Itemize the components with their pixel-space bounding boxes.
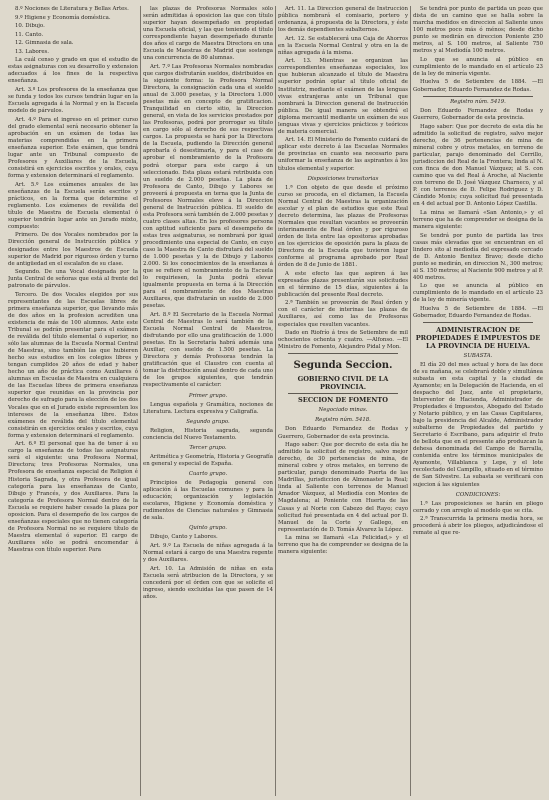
subheading: Tercer grupo. <box>189 444 227 451</box>
subheading: SUBASTA. <box>463 352 493 359</box>
subheading: Negociado minas. <box>318 407 368 414</box>
paragraph: Huelva 5 de Setiembre de 1884. —El Gobernador, Eduardo Fernandez de Rodas. <box>413 305 543 320</box>
section-title: Segunda Seccion. <box>293 359 393 371</box>
paragraph: 9.º Higiene y Economía doméstica. <box>15 14 111 21</box>
paragraph: Hago saber: Que por decreto de esta día he admitido la solicitud de registro, salvo mejor derecho, de 36 pertenencias de mina de mineral cobre y otros metales, en terreno de particular, parajo denominado del Cerrillo, jurisdiccion del Real de la Frontera; linda al N. con finca de don Manuel Vázquez; al S. con camino que va del Real á Aroche, al Naciente con terreno de D. José Vázquez Charneco, y al P. con terrenos de D. Felipe Rodriguez y D. Cándido Monis; cuya solicitud fué presentada en 4 del actual por D. Antonio López Castilla. <box>413 123 543 208</box>
paragraph: A este efecto las que aspiren á las expresadas plazas presentarán sus solicitudes en el término de 15 días, siguientes á la publicación del presente Real decreto. <box>278 270 408 298</box>
subheading: Quinto grupo. <box>188 525 228 532</box>
paragraph: Huelva 5 de Setiembre de 1884. —El Gobernador, Eduardo Fernandez de Rodas. <box>413 79 543 93</box>
paragraph: las plazas de Profesoras Normales sólo serán admitidas á oposicion las que con título superior hayan desempeñado en propiedad una Escuela oficial, y las que teniendo el título correspondiente hayan desempeñado durante dos años el cargo de Maestra Directora en una Escuela de Maestras de Madrid que sostenga una concurrencia de 80 alumnas. <box>143 6 273 62</box>
paragraph: Art. 9.º La Escuela de niñas agregada á la Normal estará á cargo de una Maestra regente y dos Auxiliares. <box>143 542 273 563</box>
column-rule <box>410 6 411 796</box>
column-rule <box>275 6 276 796</box>
paragraph: Segundo. De una Vocal designada por la Junta Central de señoras que está al frente del patronato de párvulos. <box>8 269 138 290</box>
subheading: Segundo grupo. <box>186 418 230 425</box>
paragraph: 2.ª Transcurrida la primera media hora, se procederá á abrir los pliegos, adjudicándose el remate al que re- <box>413 516 543 537</box>
paragraph: Art. 7.º Las Profesoras Normales nombradas que cargos disfrutarán sueldos, distribuidos en la siguiente forma: la Profesora Normal Directora, la consignación cada una el sueldo anual de 3.000 pesetas, y la Directora 1.000 pesetas más en concepto de gratificacion. Tranquilidad en cierto sitio, la Direccion general, en vista de los servicios prestados por las Profesoras, podrá por prorrogar su título en cargo sólo al derecho de sus respectivas cargos. La propuesta se hará por la Directora de la Escuela, pudiendo la Dirección general aprobarla ó desestimarla, y para el caso de aprobar el nombramiento de la Profesora podrá otorgar para este cargo á un seleccionado. Esta plaza estará retribuida con un sueldo de 2.000 pesetas. La plaza de Profesora de Canto, Dibujo y Labores se proveerá á propuesta en terna que la Junta de Profesores Normales eleve á la Direccion general de Instrucción pública. El sueldo de esta Profesora será también de 2.000 pesetas y cuatro clases altas. En los profesores persona con aptitud suficiente para el desempeño de estas tres asignaturas, se nombrará por igual procedimiento una especial de Canto, en cuyo caso la Maestra de Canto disfrutará del sueldo de 1.000 pesetas y la de Dibujo y Labores 2.000. Si los conocimientos de la enseñanza á que se refiere el nombramiento de la Escuela lo requiriesen, la Junta podrá elevar igualmente propuesta en terna á la Dirección para el nombramiento de dos Maestras Auxiliares, que disfrutarán un sueldo de 2.000 pesetas. <box>143 63 273 310</box>
paragraph: 13. Labores. <box>15 48 50 55</box>
column-4 <box>413 6 543 796</box>
section-divider <box>288 353 398 354</box>
paragraph: Hago saber: Que por decreto de esta día he admitido la solicitud de registro, salvo mejor derecho, de 30 pertenencias de mina, de mineral cobre y otros metales, en terreno de particular, parajo denominado Puerta de las Madrillas, jurisdiccion de Almonaster la Real; linda al Saliente con terrenos de Manuel Amador Vázquez, al Mediodía con Montes de Magdalena; al Poniente con Huerta de las Casas y al Norte con Cabezo del Rayo; cuyo solicitud fué presentada en 4 del actual por D. Manuel de la Corte y Gallego, en representación de D. Tomás Álvarez la López. <box>278 442 408 533</box>
paragraph: Art. 13. Mientras se organizan las correspondientes enseñanzas especiales, los que hubieran alcanzado el título de Maestra superior podrán optar al título oficial de Institutriz, mediante el exámen de las lenguas vivas extranjeras ante un Tribunal que nombrará la Direccion general de Instrucción pública. De igual manera se obtendrá el diploma mercantil mediante un exámen de sus lenguas vivas y ejercicios prácticos y teóricos de materia comercial. <box>278 58 408 135</box>
paragraph: Se tendrá por punto de partida las tres casas más elevadas que se encuentran en el lindero sito al mediodía del expresado cercado de D. Antonio Benitez Bravo; desde dicho punto se medirán, en direccion N., 300 metros; al S. 150 metros; al Naciente 900 metros y al P. 400 metros. <box>413 232 543 281</box>
column-2 <box>143 6 273 796</box>
section-divider <box>423 96 533 97</box>
paragraph: La cuál censo y grado en que el estudio de estas asignaturas con su desarrollo y extension adecuados á los fines de la respectiva enseñanza. <box>8 57 138 85</box>
section-divider <box>423 322 533 323</box>
paragraph: 2.ª También se proveerán de Real órden y con el carácter de interinas las plazas de Auxiliares, así como las de Profesoras especiales que resulten vacantes. <box>278 300 408 328</box>
paragraph: Dibujo, Canto y Labores. <box>150 534 218 541</box>
paragraph: 1.ª Con objeto de que desde el próximo curso se proceda, en el dictamen, la Escuela Normal Central de Maestras la organización escolar y el plan de estudios que este Real decreto determina, las plazas de Profesoras Normales que resultan vacantes se proveerán interinamente de Real órden y por riguroso órden de lista entre las opositoras aprobadas en los ejercicios de oposición para la plaza de Directora de la Escuela que tuvieron lugar conforme al programa aprobado por Real órden de 8 de Junio de 1881. <box>278 184 408 269</box>
paragraph: 12. Gimnasia de sala. <box>15 40 74 47</box>
subheading: CONDICIONES: <box>455 491 501 498</box>
paragraph: La mina se llamará «La Felicidad,» y el terreno que ha de comprender se designa de la manera siguiente: <box>278 535 408 556</box>
paragraph: Art. 8.º El Secretario de la Escuela Normal Central de Maestras lo será también de la Escuela Normal Central de Maestros, disfrutando por ello una gratificación de 1.000 pesetas. En la Secretaría habrá además una Auxiliar, con sueldo de 1.500 pesetas. La Directora y demás Profesoras tendrán la gratificación que el Claustro con cuenta al tomar la distribución anual dentro de cada uno de los grupos siguientes, que tendrán respectivamente el carácter: <box>143 312 273 389</box>
paragraph: Principios de Pedagogía general con aplicación á las Escuelas comunes y para la educación; organización y legislación escolares, Higiene y Economía doméstica y rudimentos de Ciencias naturales y Gimnasia de sala. <box>143 480 273 522</box>
subheading: Registro núm. 5419. <box>450 99 506 106</box>
paragraph: Se tendrá por punto de partida un pozo que dista de un camino que se halla sobre la marcha medidos en direccion al Saliente unos 100 metros poco más ó ménos; desde dicho punto se medirán en direccion Poniente 250 metros, al S. 100 metros, al Saliente 750 metros y al Mediodía 100 metros. <box>413 6 543 55</box>
paragraph: Aritmética y Geometría, Historia y Geografía en general y especial de España. <box>143 453 273 467</box>
subheading: Registro núm. 5418. <box>315 417 371 424</box>
paragraph: Art. 6.º El personal que ha de tener á su cargo la enseñanza de todas las asignaturas será el siguiente: una Profesora Normal, Directora; tres Profesoras Normales, una Profesora de enseñanza especial de Religion é Historia Sagrada, y otra Profesora de igual categoría para las enseñanzas de Canto, Dibujo y Francés, y dos Auxiliares. Para la categoría de Profesora Normal dentro de la Escuela se requiere haber cesado la plaza por oposicion. Para el desempeño de los cargos de enseñanzas especiales que no tienen categoría de Profesora Normal no se requiere título de Maestra elemental ó superior. El cargo de Auxiliares sólo se podrá encomendar á Maestras con título superior. Para <box>8 441 138 553</box>
paragraph: Art. 11. La Direccion general de Instrucción pública nombrará el comisario, portero y ordenanza, á propuesta de la Directora, y éste los demás dependientes subalternos. <box>278 6 408 34</box>
paragraph: Art. 12. Se establecerá una Caja de Ahorros en la Escuela Normal Central y otra en la de niñas agregada á la misma. <box>278 35 408 56</box>
paragraph: Art. 14. El Ministerio de Fomento cuidará de aplicar este decreto á las Escuelas Normales de provincias en cuanto sea necesario para uniformar la enseñanza de las aspirantes á los títulos elemental y superior. <box>278 137 408 172</box>
column-3 <box>278 6 408 796</box>
paragraph: Art. 10. La Admisión de niñas en esta Escuela será atribucion de la Directora, y se concederá por el órden con que se solicite el ingreso, siendo excluidas las que pasen de 14 años. <box>143 565 273 600</box>
subheading: Disposiciones transitorias <box>307 175 379 182</box>
paragraph: El día 20 del mes actual y hora de las doce de su mañana, se celebrará doble y simultánea subasta en esta capital y la ciudad de Ayamonte; en la Delegación de Hacienda, en el despacho del Juez, ante el propietario, Interventor de Hacienda, Administrador de Propiedades é Impuestos, Abogado del Estado y Notario público, y en las Casas Capitulares, bajo la presidencia del Alcalde, Administrador subalterno de Propiedades del partido y Secretario é Escribano, para adquirir el fruto de bellota que en el presente año produzcan la dehesa denominada del Campo de Barralla, contenida entre los términos municipales de Ayamonte, Villablanca y Lepe, y el lote recolectado del Campillo, situado en el término de San Silvestre. La subasta se verificará con sujecion á las siguientes <box>413 361 543 488</box>
paragraph: 11. Canto. <box>15 31 44 38</box>
subheading: Primer grupo. <box>188 392 228 399</box>
paragraph: Tercero. De dos Vocales elegidos por sus representantes de las Escuelas libres de primera enseñanza superior, que llevando más de dos años en la profesion acrediten una existencia de más de 100 alumnos. Ante este Tribunal se podrán presentar para el exámen de reválida del título elemental ó superior, no sólo las alumnas de la Escuela Normal Central de Maestras, sino también las que hubieren hecho sus estudios en los colegios libres y tengan cumplidos 20 años de edad y haber hecho un año de práctica como Auxiliares ó alumnas en Escuelas de Maestra en cualquiera de las Escuelas libres de primera enseñanza superior que reunidas en la provincia por derecho de sufragio para la elección de los dos Vocales que en el Jurado existe representen los intereses de la enseñanza libre. Estos exámenes de reválida del título elemental consistirán en ejercicios orales y escritos, cuya forma y extension determinará el reglamento. <box>8 291 138 439</box>
column-1 <box>8 6 138 796</box>
paragraph: Lengua española y Gramática, nociones de Literatura. Lectura expresiva y Caligrafía. <box>143 401 273 415</box>
section-heading: GOBIERNO CIVIL DE LA PROVINCIA. <box>297 374 389 391</box>
paragraph: Lo que se anuncia al público en cumplimiento de lo mandado en el artículo 23 de la ley de minería vigente. <box>413 56 543 77</box>
paragraph: Religion, Historia sagrada, segunda conciencia del Nuevo Testamento. <box>143 427 273 441</box>
subheading: Cuarto grupo. <box>188 470 228 477</box>
paragraph: 8.º Nociones de Literatura y Bellas Artes. <box>15 6 129 12</box>
paragraph: Don Eduardo Fernandez de Rodas y Guerrero, Gobernador de esta provincia. <box>278 426 408 440</box>
paragraph: Art. 5.º Los exámenes anuales de las enseñanzas de la Escuela serán escritos y prácticos, en la forma que determine el reglamento. Los exámenes de reválida del título de Maestra de Escuela elemental ó superior tendrán lugar ante un Jurado mixto, compuesto: <box>8 181 138 230</box>
section-divider <box>288 393 398 394</box>
paragraph: Primero. De dos Vocales nombrados por la Dirección general de Instrucción pública y designados entre los Maestros de Escuela superior de Madrid por riguroso órden y turno de antigüedad en el escalafon de su clase. <box>8 232 138 267</box>
paragraph: Art. 4.º Para el ingreso en el primer curso del grado elemental será necesario obtener la aprobación en un exámen de todas las materias comprendidas en la primera enseñanza superior. Este exámen, que tendrá lugar ante un Tribunal compuesto de Profesores y Auxiliares de la Escuela, consistirá en ejercicios escritos y orales, cuya forma y extension determinará el reglamento. <box>8 116 138 180</box>
paragraph: Don Eduardo Fernandez de Rodas y Guerrero, Gobernador de esta provincia. <box>413 108 543 122</box>
paragraph: Art. 3.º Los profesores de la enseñanza que se funda y todos los cursos tendrán lugar en la Escuela agregada á la Normal y en la Escuela modelo de párvulos. <box>8 86 138 115</box>
section-heading: SECCION DE FOMENTO <box>298 396 388 405</box>
paragraph: Lo que se anuncia al público en cumplimiento de lo mandado en el artículo 23 de la ley de minería vigente. <box>413 283 543 304</box>
paragraph: 1.ª Las proposiciones se harán en pliego cerrado y con arreglo al modelo que se cita. <box>413 500 543 514</box>
paragraph: Dado en Riofrío á tres de Setiembre de mil ochocientos ochenta y cuatro. —Alfonso. —El Ministro de Fomento, Alejandro Pidal y Mon. <box>278 330 408 351</box>
paragraph: 10. Dibujo. <box>15 23 45 30</box>
column-rule <box>140 6 141 796</box>
section-heading: ADMINISTRACION DE PROPIEDADES É IMPUESTOS DE LA PROVINCIA DE HUELVA. <box>415 325 541 350</box>
paragraph: La mina se llamará «San Antonio,» y el terreno que ha de comprender se designa de la manera siguiente: <box>413 209 543 230</box>
